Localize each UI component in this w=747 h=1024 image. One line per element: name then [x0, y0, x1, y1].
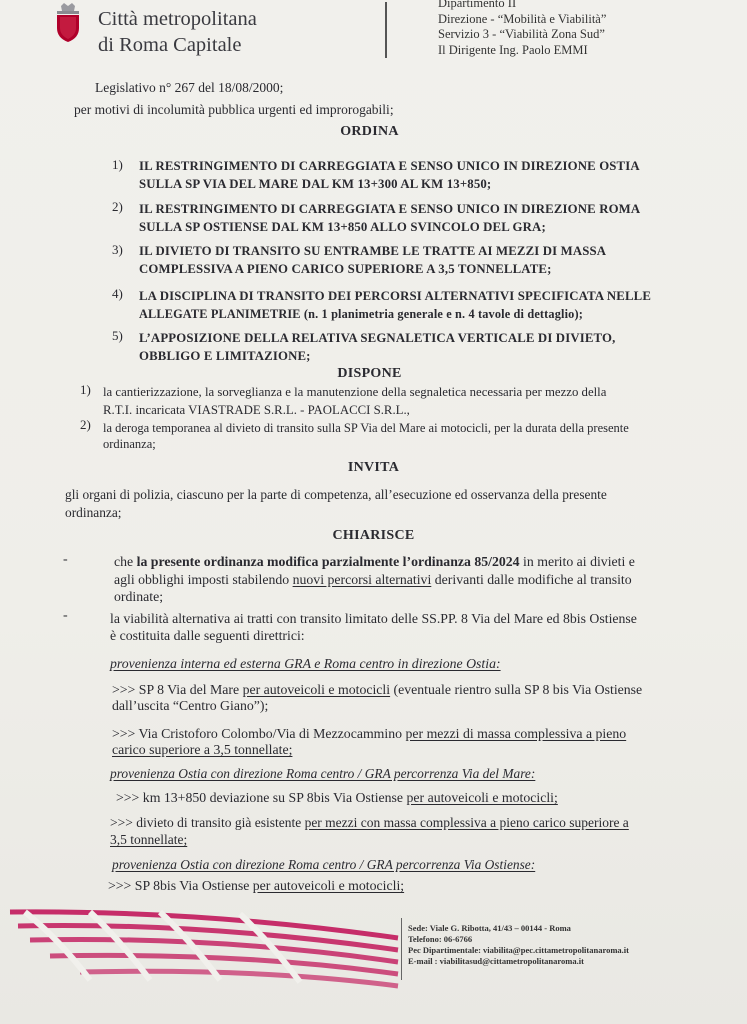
invita-heading: INVITA — [347, 460, 400, 475]
dept-line: Il Dirigente Ing. Paolo EMMI — [438, 42, 588, 57]
text-fragment: >>> divieto di transito già esistente — [110, 815, 305, 830]
department-block — [438, 0, 606, 58]
bullet-dash: - — [63, 552, 68, 567]
text-fragment: in merito ai divieti e — [519, 554, 635, 569]
dept-line: Servizio 3 - “Viabilità Zona Sud” — [438, 27, 605, 41]
footer-email: E-mail : viabilitasud@cittametropolitanaroma.it — [408, 956, 584, 966]
intro-line-2: per motivi di incolumità pubblica urgenti ed improrogabili; — [74, 102, 394, 117]
underlined-fragment: per mezzi di massa complessiva a pieno — [405, 726, 627, 741]
chiarisce-bullet-2-line-2: è costituita dalle seguenti direttrici: — [110, 628, 305, 643]
org-line-1: Città metropolitana — [98, 8, 257, 30]
header-divider — [385, 2, 387, 58]
ordina-item-2-line-2: SULLA SP OSTIENSE DAL KM 13+850 ALLO SVINCOLO DEL GRA; — [139, 220, 546, 234]
dispone-heading: DISPONE — [337, 366, 402, 381]
ordina-item-number: 4) — [112, 286, 123, 301]
invita-line-2: ordinanza; — [65, 505, 122, 520]
section-heading-1: provenienza interna ed esterna GRA e Roma centro in direzione Ostia: — [110, 656, 501, 671]
route-5-line-1 — [108, 878, 404, 894]
route-4-line-2: 3,5 tonnellate; — [110, 832, 188, 847]
route-2-line-1 — [112, 726, 626, 742]
chiarisce-bullet-1-line-2 — [114, 572, 632, 588]
underlined-fragment: nuovi percorsi alternativi — [292, 572, 432, 587]
route-3-line-1 — [116, 790, 558, 806]
ordina-item-number: 5) — [112, 328, 123, 343]
dept-line: Dipartimento II — [438, 0, 517, 10]
underlined-fragment: per autoveicoli e motocicli; — [252, 878, 405, 893]
ordina-item-1-line-1: IL RESTRINGIMENTO DI CARREGGIATA E SENSO UNICO IN DIREZIONE OSTIA — [139, 159, 640, 173]
route-4-line-1 — [110, 815, 629, 831]
dispone-item-1-line-1: la cantierizzazione, la sorveglianza e la manutenzione della segnaletica necessaria per mezzo della — [103, 385, 607, 399]
ordina-item-number: 3) — [112, 242, 123, 257]
intro-line-1: Legislativo n° 267 del 18/08/2000; — [95, 80, 284, 95]
route-2-line-2: carico superiore a 3,5 tonnellate; — [112, 742, 293, 757]
decorative-stripes-icon — [0, 900, 400, 990]
chiarisce-heading: CHIARISCE — [332, 528, 415, 543]
organization-name — [98, 6, 257, 58]
footer-address: Sede: Viale G. Ribotta, 41/43 – 00144 - Roma — [408, 923, 571, 933]
city-crest-icon — [52, 2, 84, 44]
text-fragment: derivanti dalle modifiche al transito — [431, 572, 632, 587]
bullet-dash: - — [63, 608, 68, 623]
footer-phone: Telefono: 06-6766 — [408, 934, 473, 944]
dispone-item-number: 1) — [80, 382, 91, 397]
ordina-heading: ORDINA — [340, 124, 399, 139]
dispone-item-number: 2) — [80, 417, 91, 432]
text-fragment: che — [114, 554, 137, 569]
bold-fragment: la presente ordinanza modifica parzialmente l’ordinanza 85/2024 — [136, 554, 520, 569]
chiarisce-bullet-1-line-1 — [114, 554, 635, 570]
footer-contacts — [408, 923, 629, 967]
ordina-item-number: 1) — [112, 157, 123, 172]
text-fragment: (eventuale rientro sulla SP 8 bis Via Ostiense — [390, 682, 643, 697]
text-fragment: agli obblighi imposti stabilendo — [114, 572, 293, 587]
org-line-2: di Roma Capitale — [98, 34, 242, 56]
route-1-line-2: dall’uscita “Centro Giano”); — [112, 698, 269, 713]
text-fragment: >>> km 13+850 deviazione su SP 8bis Via Ostiense — [116, 790, 407, 805]
text-fragment: >>> SP 8 Via del Mare — [112, 682, 243, 697]
ordina-item-1-line-2: SULLA SP VIA DEL MARE DAL KM 13+300 AL KM 13+850; — [139, 177, 492, 191]
dispone-item-2-line-1: la deroga temporanea al divieto di transito sulla SP Via del Mare ai motocicli, per la durata della presente — [103, 421, 629, 435]
underlined-fragment: per autoveicoli e motocicli; — [406, 790, 558, 805]
chiarisce-bullet-1-line-3: ordinate; — [114, 589, 164, 604]
dispone-item-2-line-2: ordinanza; — [103, 437, 156, 451]
chiarisce-bullet-2-line-1: la viabilità alternativa ai tratti con transito limitato delle SS.PP. 8 Via del Mare ed 8bis Ostiense — [110, 611, 637, 626]
text-fragment: >>> Via Cristoforo Colombo/Via di Mezzocammino — [112, 726, 406, 741]
ordina-item-4-line-1: LA DISCIPLINA DI TRANSITO DEI PERCORSI ALTERNATIVI SPECIFICATA NELLE — [139, 289, 652, 303]
underlined-fragment: per autoveicoli e motocicli — [242, 682, 391, 697]
ordina-item-5-line-1: L’APPOSIZIONE DELLA RELATIVA SEGNALETICA VERTICALE DI DIVIETO, — [139, 331, 616, 345]
text-fragment: >>> SP 8bis Via Ostiense — [108, 878, 253, 893]
ordina-item-number: 2) — [112, 199, 123, 214]
ordina-item-2-line-1: IL RESTRINGIMENTO DI CARREGGIATA E SENSO UNICO IN DIREZIONE ROMA — [139, 202, 641, 216]
invita-line-1: gli organi di polizia, ciascuno per la parte di competenza, all’esecuzione ed osservanza della presente — [65, 487, 607, 502]
ordina-item-5-line-2: OBBLIGO E LIMITAZIONE; — [139, 349, 311, 363]
route-1-line-1 — [112, 682, 642, 698]
dept-line: Direzione - “Mobilità e Viabilità” — [438, 11, 607, 26]
ordina-item-3-line-1: IL DIVIETO DI TRANSITO SU ENTRAMBE LE TRATTE AI MEZZI DI MASSA — [139, 244, 607, 258]
footer-divider — [401, 918, 402, 980]
footer-pec: Pec Dipartimentale: viabilita@pec.cittametropolitanaroma.it — [408, 945, 629, 955]
underlined-fragment: per mezzi con massa complessiva a pieno carico superiore a — [304, 815, 629, 830]
section-heading-3: provenienza Ostia con direzione Roma centro / GRA percorrenza Via Ostiense: — [112, 857, 536, 872]
dispone-item-1-line-2: R.T.I. incaricata VIASTRADE S.R.L. - PAOLACCI S.R.L., — [103, 403, 410, 417]
ordina-item-3-line-2: COMPLESSIVA A PIENO CARICO SUPERIORE A 3,5 TONNELLATE; — [139, 262, 552, 276]
ordina-item-4-line-2: ALLEGATE PLANIMETRIE (n. 1 planimetria generale e n. 4 tavole di dettaglio); — [139, 307, 583, 321]
section-heading-2: provenienza Ostia con direzione Roma centro / GRA percorrenza Via del Mare: — [110, 766, 536, 781]
